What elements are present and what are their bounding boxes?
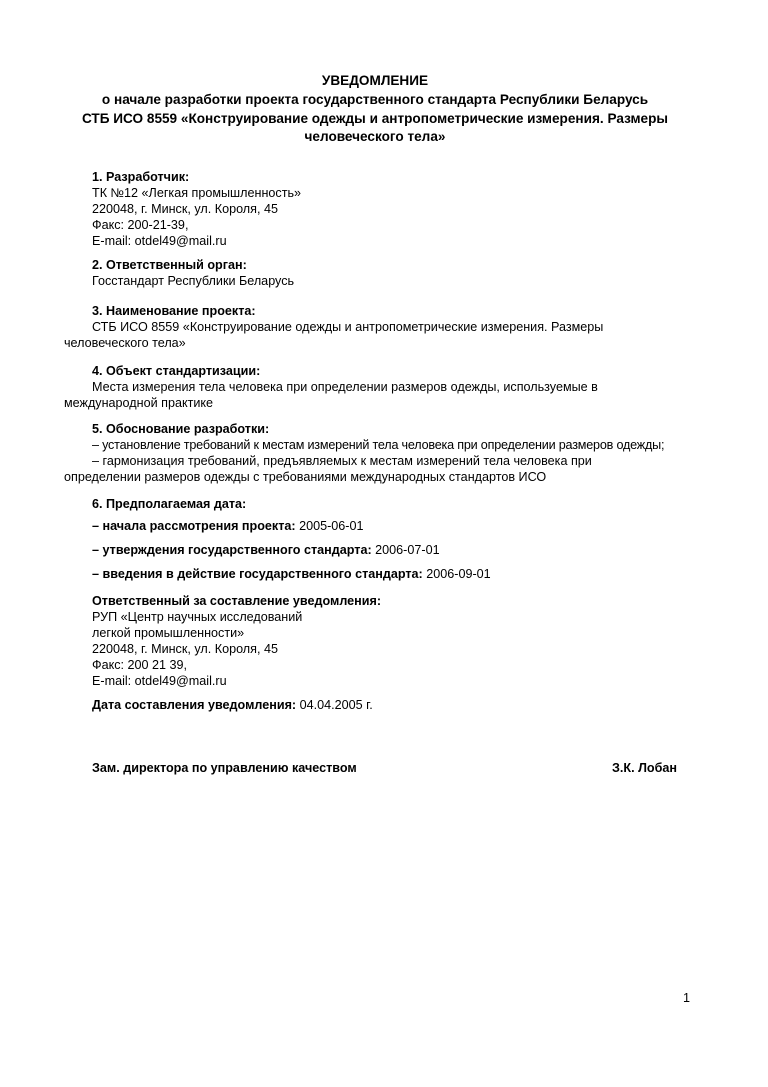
developer-fax: Факс: 200-21-39,: [92, 218, 189, 232]
date-review-label: – начала рассмотрения проекта:: [92, 519, 296, 533]
developer-address: 220048, г. Минск, ул. Короля, 45: [92, 202, 278, 216]
document-title: УВЕДОМЛЕНИЕ: [321, 73, 429, 88]
date-approval-value: 2006-07-01: [375, 543, 440, 557]
page-number: 1: [682, 991, 690, 1005]
date-approval-label: – утверждения государственного стандарта:: [92, 543, 372, 557]
date-review-value: 2005-06-01: [299, 519, 364, 533]
signatory-name: З.К. Лобан: [612, 761, 677, 775]
date-effective-value: 2006-09-01: [426, 567, 491, 581]
date-review-row: [64, 518, 704, 534]
compiler-heading: Ответственный за составление уведомления:: [92, 594, 382, 608]
section-rationale: [64, 421, 704, 485]
object-line2: международной практике: [64, 396, 214, 410]
rationale-line3: определении размеров одежды с требованиями международных стандартов ИСО: [64, 470, 547, 484]
section-planned-dates: [64, 496, 704, 512]
developer-org: ТК №12 «Легкая промышленность»: [92, 186, 302, 200]
document-subtitle: о начале разработки проекта государственного стандарта Республики Беларусь: [101, 92, 649, 107]
section-project-name: [64, 303, 704, 351]
date-approval-row: [64, 542, 704, 558]
date-effective-label: – введения в действие государственного стандарта:: [92, 567, 423, 581]
rationale-line2: – гармонизация требований, предъявляемых к местам измерений тела человека при: [92, 454, 592, 468]
section-heading: 2. Ответственный орган:: [92, 258, 247, 272]
standard-title-line2: человеческого тела»: [304, 129, 446, 144]
standard-title-line1: СТБ ИСО 8559 «Конструирование одежды и антропометрические измерения. Размеры: [81, 111, 669, 126]
project-name-line2: человеческого тела»: [64, 336, 186, 350]
responsible-body: Госстандарт Республики Беларусь: [92, 274, 295, 288]
section-responsible-body: [64, 257, 704, 289]
section-heading: 4. Объект стандартизации:: [92, 364, 261, 378]
compiler-fax: Факс: 200 21 39,: [92, 658, 188, 672]
section-heading: 1. Разработчик:: [92, 170, 190, 184]
developer-email: E-mail: otdel49@mail.ru: [92, 234, 227, 248]
section-object: [64, 363, 704, 411]
section-compiler: [64, 593, 704, 689]
compiled-date-value: 04.04.2005 г.: [299, 698, 373, 712]
compiler-org-line2: легкой промышленности»: [92, 626, 245, 640]
signatory-position: Зам. директора по управлению качеством: [92, 761, 357, 775]
compiler-org-line1: РУП «Центр научных исследований: [92, 610, 303, 624]
section-heading: 6. Предполагаемая дата:: [92, 497, 247, 511]
compiler-address: 220048, г. Минск, ул. Короля, 45: [92, 642, 278, 656]
compiled-date-label: Дата составления уведомления:: [92, 698, 297, 712]
rationale-line1: – установление требований к местам измерений тела человека при определении размеров одежды;: [92, 438, 665, 452]
object-line1: Места измерения тела человека при определении размеров одежды, используемые в: [92, 380, 598, 394]
section-heading: 5. Обоснование разработки:: [92, 422, 270, 436]
compiler-email: E-mail: otdel49@mail.ru: [92, 674, 227, 688]
date-effective-row: [64, 566, 704, 582]
section-heading: 3. Наименование проекта:: [92, 304, 256, 318]
project-name-line1: СТБ ИСО 8559 «Конструирование одежды и антропометрические измерения. Размеры: [92, 320, 604, 334]
section-developer: [64, 169, 704, 249]
compiled-date-row: [64, 697, 704, 713]
